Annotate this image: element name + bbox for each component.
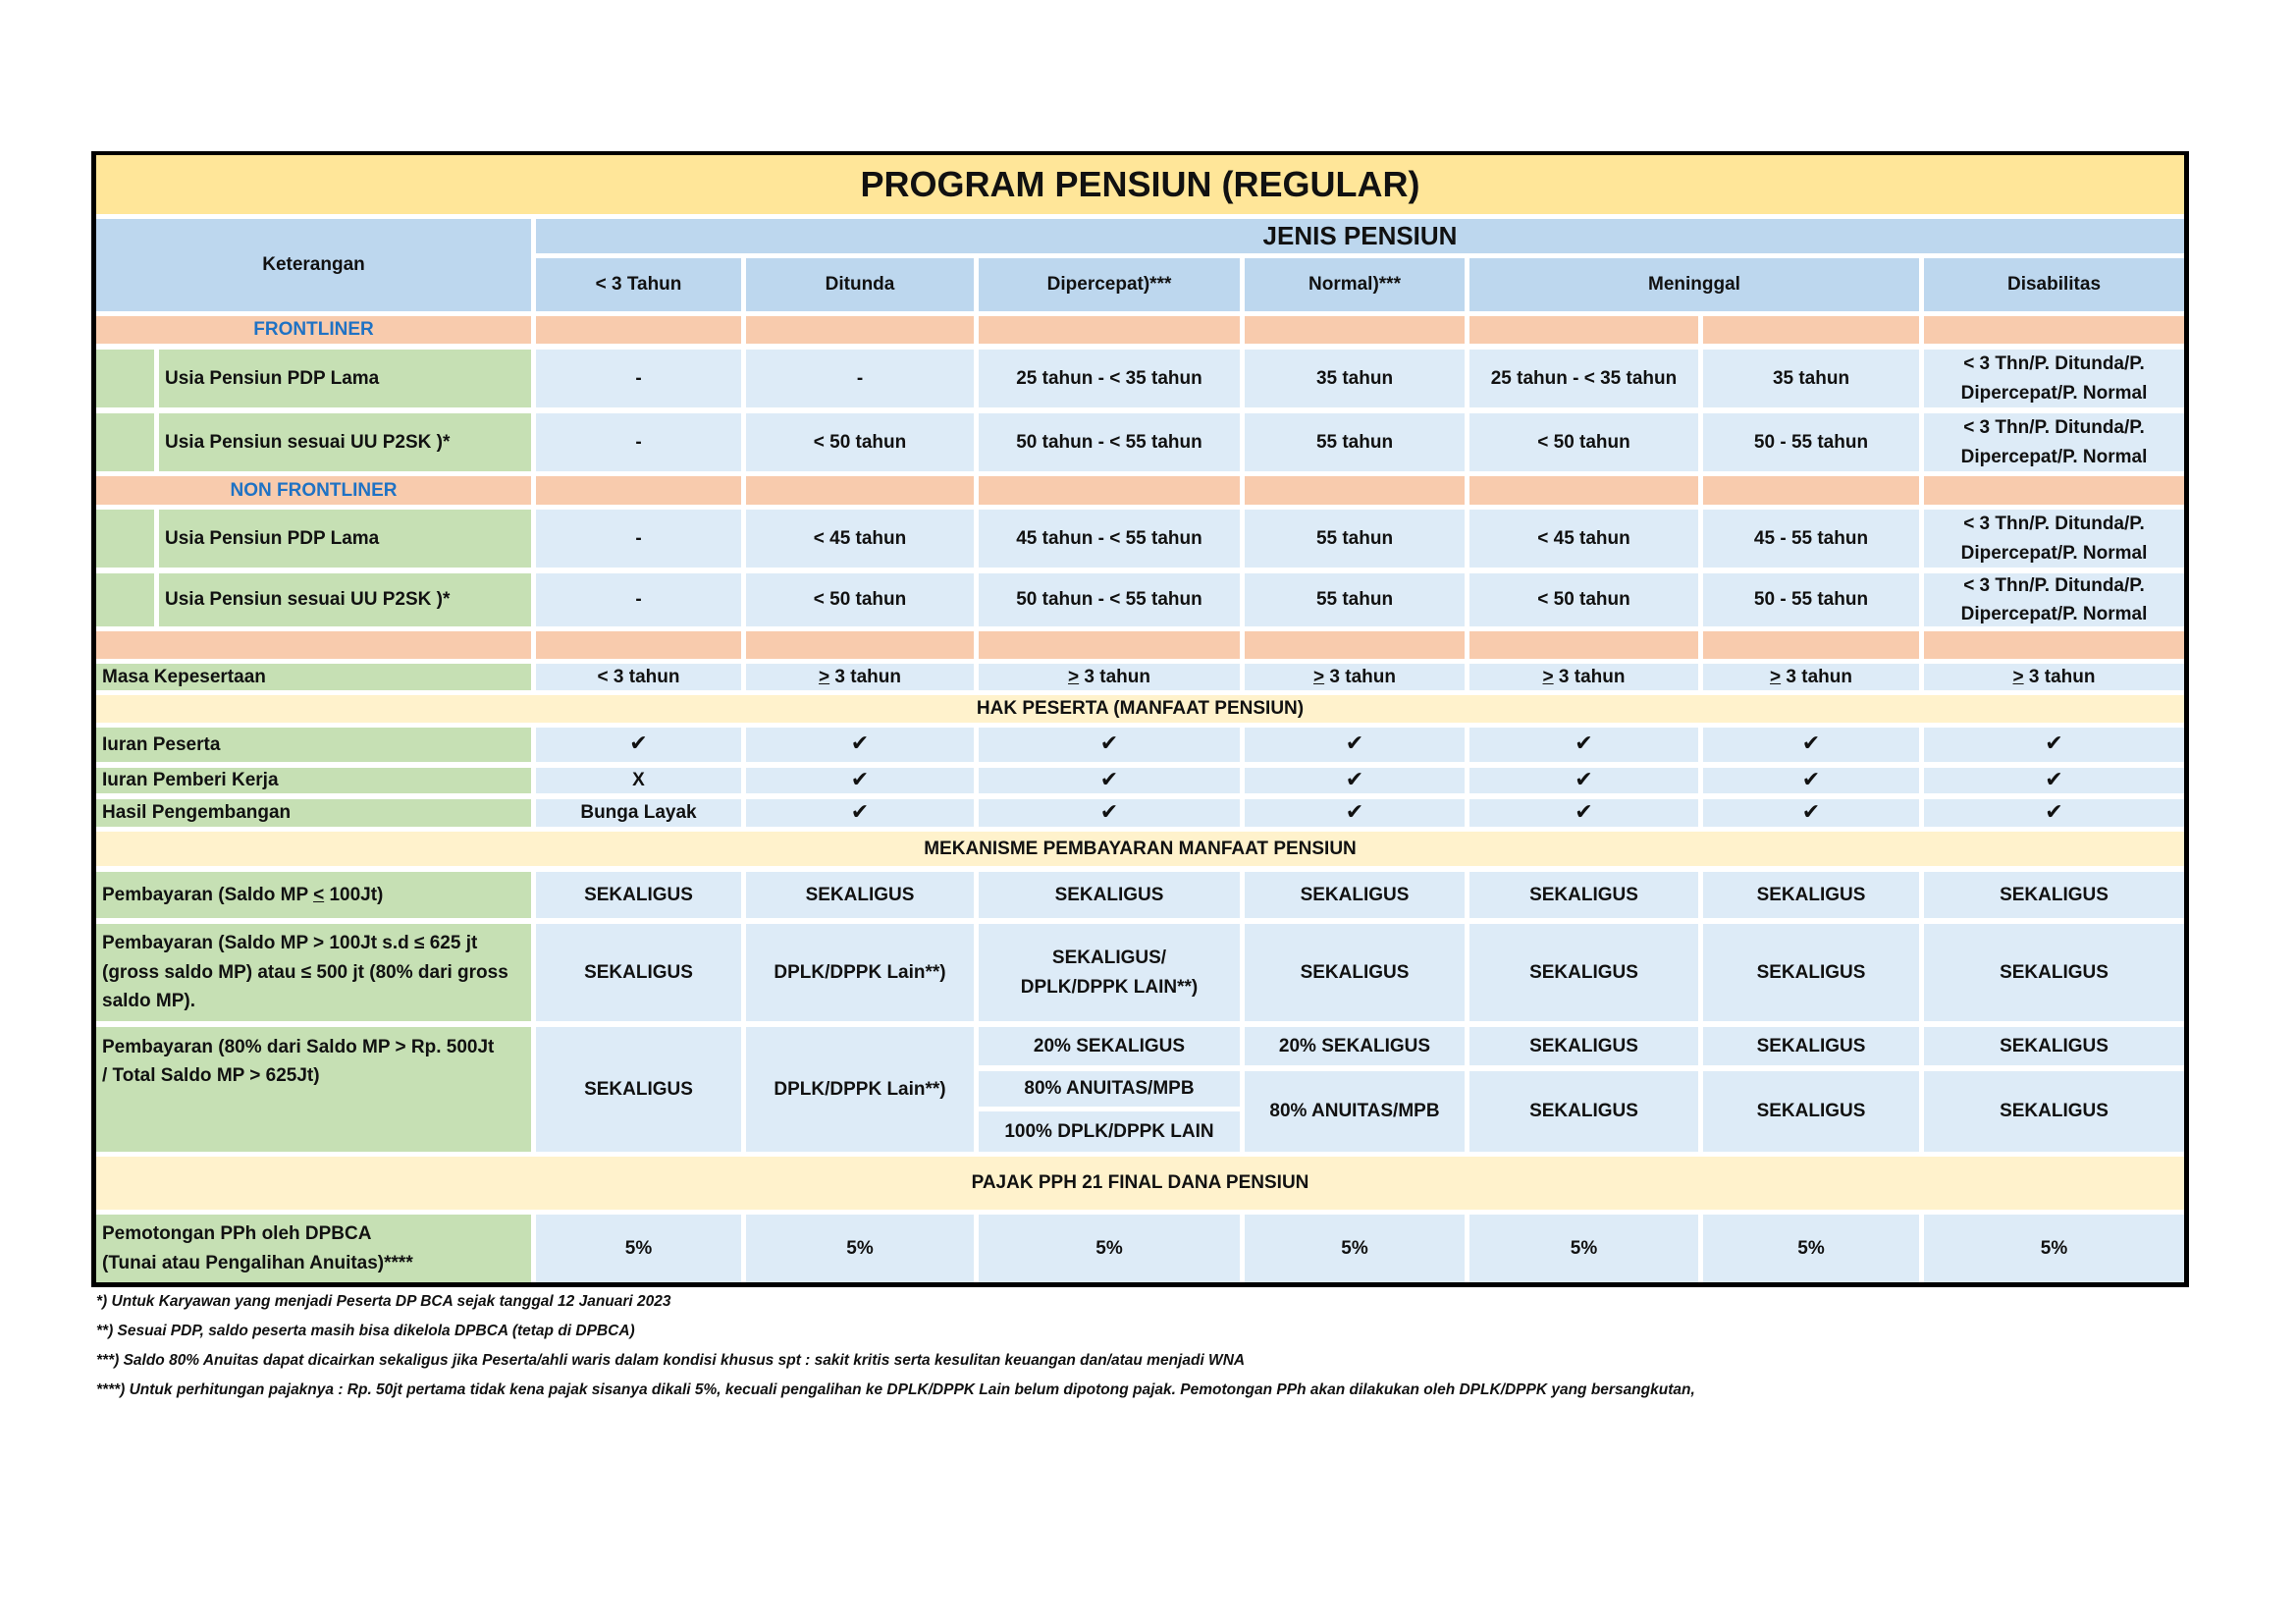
hak-value-cell	[979, 799, 1240, 827]
payment-sub-cell	[979, 1027, 1240, 1065]
cell-value: 45 - 55 tahun	[1753, 527, 1869, 549]
pajak-value-cell	[979, 1215, 1240, 1282]
pajak-value-cell	[1245, 1215, 1465, 1282]
hak-value-cell	[536, 799, 741, 827]
payment-sub-cell	[979, 1111, 1240, 1152]
masa-value: 3 tahun	[1324, 666, 1396, 687]
indent-cell	[96, 510, 154, 568]
cell-value: 5%	[1095, 1237, 1123, 1259]
row-label: Usia Pensiun sesuai UU P2SK )*	[165, 589, 451, 611]
column-header-label: Ditunda	[825, 274, 895, 296]
cell-value: -	[635, 589, 642, 611]
cell-value: SEKALIGUS	[2000, 1035, 2109, 1056]
payment-sub-cell	[1469, 1027, 1698, 1065]
payment-sub-cell	[1469, 1071, 1698, 1152]
cell-value: -	[856, 367, 864, 389]
column-header	[746, 258, 974, 311]
cell-value: SEKALIGUS	[1529, 1101, 1638, 1122]
hak-value-cell	[746, 728, 974, 762]
cell-value: SEKALIGUS	[1756, 1101, 1866, 1122]
value-cell	[1703, 573, 1919, 626]
disabilitas-line: < 3 Thn/P. Ditunda/P.	[1963, 574, 2145, 596]
hak-label: Hasil Pengembangan	[102, 802, 292, 824]
keterangan-header	[96, 219, 531, 311]
value-cell	[1245, 573, 1465, 626]
hak-value-cell	[1245, 768, 1465, 793]
ge-symbol: >	[2012, 666, 2024, 687]
footnote: **) Sesuai PDP, saldo peserta masih bisa dikelola DPBCA (tetap di DPBCA)	[96, 1323, 635, 1339]
hak-value-cell	[1703, 728, 1919, 762]
value-cell	[746, 573, 974, 626]
hak-peserta-title: HAK PESERTA (MANFAAT PENSIUN)	[976, 698, 1305, 720]
cell-value: 25 tahun - < 35 tahun	[1016, 367, 1202, 389]
hak-peserta-band	[96, 695, 2184, 723]
cell-value: DPLK/DPPK Lain**)	[774, 1078, 946, 1100]
cell-value: 50 tahun - < 55 tahun	[1016, 431, 1202, 453]
section-blank-cell	[536, 316, 741, 344]
payment-value-cell	[536, 1027, 741, 1152]
hak-label-cell	[96, 768, 531, 793]
value-cell	[536, 573, 741, 626]
cell-value: 5%	[2040, 1237, 2068, 1259]
row-label-cell	[159, 573, 531, 626]
hak-label-cell	[96, 799, 531, 827]
section-blank-cell	[979, 631, 1240, 659]
masa-value: < 3 tahun	[597, 666, 680, 687]
cell-value: 50 - 55 tahun	[1753, 589, 1869, 611]
hak-value-cell	[1469, 768, 1698, 793]
hak-label-cell	[96, 728, 531, 762]
row-label-cell	[159, 350, 531, 407]
section-blank-cell	[1469, 631, 1698, 659]
payment-label-line: saldo MP).	[102, 991, 196, 1012]
row-label-cell	[159, 413, 531, 471]
section-blank-cell	[1703, 316, 1919, 344]
page-title: PROGRAM PENSIUN (REGULAR)	[860, 164, 1420, 205]
value-cell	[536, 510, 741, 568]
ge-symbol: >	[1313, 666, 1325, 687]
pajak-value-cell	[1469, 1215, 1698, 1282]
section-blank-cell	[1703, 631, 1919, 659]
cell-value: 55 tahun	[1315, 431, 1394, 453]
pajak-value-cell	[1703, 1215, 1919, 1282]
cell-value: 5%	[1570, 1237, 1598, 1259]
check-icon: ✔	[1345, 767, 1364, 792]
check-icon: ✔	[1345, 799, 1364, 825]
hak-value-cell	[746, 768, 974, 793]
pajak-value-cell	[746, 1215, 974, 1282]
cell-value: SEKALIGUS	[1529, 1035, 1638, 1056]
cell-value: SEKALIGUS	[1529, 961, 1638, 983]
indent-cell	[96, 350, 154, 407]
cell-value: 45 tahun - < 55 tahun	[1016, 527, 1202, 549]
cell-value: SEKALIGUS	[584, 884, 693, 905]
column-header	[1245, 258, 1465, 311]
value-cell	[1245, 510, 1465, 568]
payment-label-line: (gross saldo MP) atau ≤ 500 jt (80% dari gross	[102, 961, 508, 983]
payment-value-cell	[746, 1027, 974, 1152]
section-blank-cell	[1245, 476, 1465, 505]
value-cell	[536, 350, 741, 407]
pajak-label-cell	[96, 1215, 531, 1282]
payment-sub-cell	[1245, 1027, 1465, 1065]
cell-value: 35 tahun	[1772, 367, 1850, 389]
cell-value: 20% SEKALIGUS	[1033, 1035, 1186, 1056]
pajak-band	[96, 1157, 2184, 1210]
cell-value: -	[635, 367, 642, 389]
masa-value-cell	[1469, 664, 1698, 690]
footnote: *) Untuk Karyawan yang menjadi Peserta DP BCA sejak tanggal 12 Januari 2023	[96, 1293, 671, 1310]
column-header-label: < 3 Tahun	[595, 274, 682, 296]
cell-value: SEKALIGUS	[1054, 884, 1164, 905]
cell-value: 50 tahun - < 55 tahun	[1016, 589, 1202, 611]
check-icon: ✔	[1099, 799, 1119, 825]
section-blank-cell	[979, 476, 1240, 505]
hak-value-cell	[1245, 799, 1465, 827]
cell-value: SEKALIGUS	[2000, 961, 2109, 983]
payment-sub-cell	[1924, 1027, 2184, 1065]
value-cell	[536, 413, 741, 471]
section-blank-cell	[746, 631, 974, 659]
hak-value-cell	[1924, 768, 2184, 793]
value-cell	[979, 510, 1240, 568]
disabilitas-line: < 3 Thn/P. Ditunda/P.	[1963, 514, 2145, 535]
payment-sub-cell	[1924, 1071, 2184, 1152]
payment-value-cell	[536, 872, 741, 918]
cell-value: DPLK/DPPK Lain**)	[774, 961, 946, 983]
disabilitas-line: Dipercepat/P. Normal	[1960, 446, 2148, 467]
section-blank-cell	[1469, 476, 1698, 505]
mekanisme-band	[96, 832, 2184, 866]
value-cell	[1469, 413, 1698, 471]
value-cell	[746, 413, 974, 471]
check-icon: ✔	[1801, 799, 1821, 825]
hak-value-cell	[536, 768, 741, 793]
cell-value: 5%	[846, 1237, 874, 1259]
payment-row2-label-cell	[96, 924, 531, 1021]
keterangan-label: Keterangan	[262, 254, 365, 276]
masa-value-cell	[979, 664, 1240, 690]
payment-value-cell	[1924, 924, 2184, 1021]
value-cell	[979, 573, 1240, 626]
disabilitas-line: < 3 Thn/P. Ditunda/P.	[1963, 353, 2145, 375]
section-blank-cell	[1924, 476, 2184, 505]
hak-value-cell	[1245, 728, 1465, 762]
value-cell	[1469, 573, 1698, 626]
ge-symbol: >	[1542, 666, 1554, 687]
pajak-label-line: Pemotongan PPh oleh DPBCA	[102, 1223, 372, 1245]
section-blank-cell	[1245, 316, 1465, 344]
masa-label-cell	[96, 664, 531, 690]
value-cell	[1469, 350, 1698, 407]
check-icon: ✔	[1575, 731, 1593, 757]
footnote: ****) Untuk perhitungan pajaknya : Rp. 50jt pertama tidak kena pajak sisanya dikali 5%, kecuali pengalihan ke DPLK/DPPK Lain belum dipotong pajak. Pemotongan PPh akan dilakukan oleh DPLK/DPPK yang bersangkutan,	[96, 1381, 1695, 1398]
disabilitas-cell	[1924, 573, 2184, 626]
payment-value-cell	[1245, 872, 1465, 918]
disabilitas-cell	[1924, 350, 2184, 407]
cell-value: 20% SEKALIGUS	[1278, 1035, 1431, 1056]
section-blank-cell	[979, 316, 1240, 344]
ge-symbol: >	[1068, 666, 1080, 687]
section-blank-cell	[1703, 476, 1919, 505]
check-icon: ✔	[2045, 799, 2063, 825]
check-icon: ✔	[1575, 799, 1593, 825]
payment-value-cell	[1469, 872, 1698, 918]
value-cell	[746, 350, 974, 407]
masa-value: 3 tahun	[1079, 666, 1150, 687]
cell-value: < 50 tahun	[813, 431, 907, 453]
cell-value: 5%	[1797, 1237, 1825, 1259]
payment-value-cell	[1469, 924, 1698, 1021]
section-blank-cell	[1469, 316, 1698, 344]
disabilitas-line: Dipercepat/P. Normal	[1960, 542, 2148, 564]
blank-section	[96, 631, 531, 659]
cell-value: 55 tahun	[1315, 589, 1394, 611]
cell-value: SEKALIGUS	[2000, 884, 2109, 905]
masa-value: 3 tahun	[1781, 666, 1852, 687]
jenis-pensiun-label: JENIS PENSIUN	[1262, 221, 1458, 251]
pajak-title: PAJAK PPH 21 FINAL DANA PENSIUN	[971, 1172, 1309, 1194]
check-icon: ✔	[1099, 767, 1119, 792]
hak-value-cell	[1703, 768, 1919, 793]
cell-value: 100% DPLK/DPPK LAIN	[1004, 1120, 1214, 1142]
row-label-cell	[159, 510, 531, 568]
hak-value-cell	[1924, 799, 2184, 827]
cell-value: 55 tahun	[1315, 527, 1394, 549]
cell-value: Bunga Layak	[580, 802, 697, 824]
check-icon: ✔	[1575, 767, 1593, 792]
hak-value-cell	[536, 728, 741, 762]
cell-value: 5%	[624, 1237, 653, 1259]
pajak-value-cell	[536, 1215, 741, 1282]
cell-value: < 50 tahun	[1537, 431, 1630, 453]
payment-label-line: / Total Saldo MP > 625Jt)	[102, 1065, 320, 1087]
check-icon: ✔	[850, 767, 870, 792]
hak-value-cell	[1924, 728, 2184, 762]
cell-value: < 50 tahun	[813, 589, 907, 611]
disabilitas-line: < 3 Thn/P. Ditunda/P.	[1963, 417, 2145, 439]
section-blank-cell	[1924, 631, 2184, 659]
payment-value-cell	[979, 924, 1240, 1021]
value-cell	[1469, 510, 1698, 568]
check-icon: ✔	[1345, 731, 1364, 757]
cell-value: SEKALIGUS	[584, 961, 693, 983]
check-icon: ✔	[1099, 731, 1119, 757]
row-label: Usia Pensiun PDP Lama	[165, 527, 380, 549]
ge-symbol: >	[819, 666, 830, 687]
payment-value-cell	[979, 872, 1240, 918]
section-blank-cell	[536, 476, 741, 505]
jenis-pensiun-header	[536, 219, 2184, 253]
column-header	[1469, 258, 1919, 311]
payment-value-cell	[746, 924, 974, 1021]
ge-symbol: >	[1770, 666, 1782, 687]
section-blank-cell	[1245, 631, 1465, 659]
cell-value: SEKALIGUS	[1756, 1035, 1866, 1056]
non-frontliner-section	[96, 476, 531, 505]
cell-value: SEKALIGUS	[2000, 1101, 2109, 1122]
payment-value-cell	[746, 872, 974, 918]
frontliner-section	[96, 316, 531, 344]
check-icon: ✔	[2045, 767, 2063, 792]
masa-label: Masa Kepesertaan	[102, 666, 266, 687]
check-icon: ✔	[1801, 731, 1821, 757]
payment-sub-cell	[1703, 1071, 1919, 1152]
value-cell	[1703, 413, 1919, 471]
value-cell	[979, 350, 1240, 407]
check-icon: ✔	[850, 731, 870, 757]
cell-value: < 45 tahun	[813, 527, 907, 549]
masa-value: 3 tahun	[829, 666, 901, 687]
section-blank-cell	[536, 631, 741, 659]
hak-label: Iuran Pemberi Kerja	[102, 770, 279, 791]
payment-value-cell	[536, 924, 741, 1021]
masa-value-cell	[1245, 664, 1465, 690]
cell-value: X	[632, 770, 645, 791]
masa-value-cell	[1924, 664, 2184, 690]
cell-value: 80% ANUITAS/MPB	[1024, 1078, 1195, 1100]
disabilitas-cell	[1924, 510, 2184, 568]
pajak-value-cell	[1924, 1215, 2184, 1282]
masa-value-cell	[746, 664, 974, 690]
payment-value-cell	[1703, 872, 1919, 918]
value-cell	[1245, 413, 1465, 471]
payment-label-line: Pembayaran (80% dari Saldo MP > Rp. 500Jt	[102, 1037, 495, 1057]
value-cell	[1245, 350, 1465, 407]
cell-value: -	[635, 527, 642, 549]
cell-value: SEKALIGUS	[805, 884, 915, 905]
cell-value: 25 tahun - < 35 tahun	[1490, 367, 1678, 389]
check-icon: ✔	[629, 731, 648, 757]
cell-value: -	[635, 431, 642, 453]
hak-value-cell	[1469, 799, 1698, 827]
masa-value-cell	[1703, 664, 1919, 690]
mekanisme-title: MEKANISME PEMBAYARAN MANFAAT PENSIUN	[924, 838, 1357, 859]
le-symbol: <	[313, 884, 325, 905]
cell-value: < 50 tahun	[1537, 589, 1630, 611]
hak-value-cell	[1703, 799, 1919, 827]
cell-value: SEKALIGUS	[1756, 961, 1866, 983]
cell-value: 50 - 55 tahun	[1753, 431, 1869, 453]
payment-value-cell	[1703, 924, 1919, 1021]
cell-value: < 45 tahun	[1537, 527, 1630, 549]
hak-value-cell	[1469, 728, 1698, 762]
cell-value-line: DPLK/DPPK LAIN**)	[1020, 976, 1199, 998]
cell-value: 35 tahun	[1315, 367, 1394, 389]
pajak-label-line: (Tunai atau Pengalihan Anuitas)****	[102, 1252, 413, 1273]
payment-sub-cell	[979, 1071, 1240, 1107]
disabilitas-line: Dipercepat/P. Normal	[1960, 604, 2148, 624]
section-blank-cell	[746, 316, 974, 344]
column-header-label: Normal)***	[1308, 274, 1401, 296]
column-header-label: Disabilitas	[2006, 274, 2102, 296]
payment-sub-cell	[1703, 1027, 1919, 1065]
cell-value: SEKALIGUS	[1300, 961, 1410, 983]
column-header	[1924, 258, 2184, 311]
cell-value: 80% ANUITAS/MPB	[1269, 1101, 1440, 1122]
column-header	[536, 258, 741, 311]
cell-value: 5%	[1341, 1237, 1368, 1259]
payment-label: 100Jt)	[324, 884, 384, 905]
payment-label: Pembayaran (Saldo MP	[102, 884, 314, 905]
section-blank-cell	[1924, 316, 2184, 344]
value-cell	[746, 510, 974, 568]
cell-value: SEKALIGUS	[584, 1078, 693, 1100]
section-blank-cell	[746, 476, 974, 505]
payment-sub-cell	[1245, 1071, 1465, 1152]
hak-label: Iuran Peserta	[102, 733, 221, 755]
payment-row1-label-cell	[96, 872, 531, 918]
frontliner-section-label: FRONTLINER	[253, 319, 374, 341]
check-icon: ✔	[850, 799, 870, 825]
payment-row3-label-cell	[96, 1027, 531, 1152]
indent-cell	[96, 573, 154, 626]
column-header-label: Meninggal	[1648, 274, 1740, 296]
column-header-label: Dipercepat)***	[1046, 274, 1172, 296]
hak-value-cell	[979, 768, 1240, 793]
cell-value-line: SEKALIGUS/	[1051, 947, 1167, 969]
indent-cell	[96, 413, 154, 471]
disabilitas-line: Dipercepat/P. Normal	[1960, 382, 2148, 404]
payment-value-cell	[1924, 872, 2184, 918]
value-cell	[1703, 510, 1919, 568]
value-cell	[1703, 350, 1919, 407]
disabilitas-cell	[1924, 413, 2184, 471]
row-label: Usia Pensiun PDP Lama	[165, 367, 380, 389]
masa-value: 3 tahun	[1553, 666, 1626, 687]
masa-value-cell	[536, 664, 741, 690]
hak-value-cell	[979, 728, 1240, 762]
check-icon: ✔	[1801, 767, 1821, 792]
column-header	[979, 258, 1240, 311]
hak-value-cell	[746, 799, 974, 827]
masa-value: 3 tahun	[2023, 666, 2096, 687]
footnote: ***) Saldo 80% Anuitas dapat dicairkan sekaligus jika Peserta/ahli waris dalam kondisi khusus spt : sakit kritis serta kesulitan keuangan dan/atau menjadi WNA	[96, 1352, 1246, 1369]
value-cell	[979, 413, 1240, 471]
non-frontliner-section-label: NON FRONTLINER	[230, 479, 398, 501]
cell-value: SEKALIGUS	[1529, 884, 1638, 905]
check-icon: ✔	[2045, 731, 2063, 757]
cell-value: SEKALIGUS	[1756, 884, 1866, 905]
title-cell	[96, 155, 2184, 214]
payment-value-cell	[1245, 924, 1465, 1021]
cell-value: SEKALIGUS	[1300, 884, 1410, 905]
payment-label-line: Pembayaran (Saldo MP > 100Jt s.d ≤ 625 jt	[102, 933, 478, 954]
row-label: Usia Pensiun sesuai UU P2SK )*	[165, 431, 451, 453]
